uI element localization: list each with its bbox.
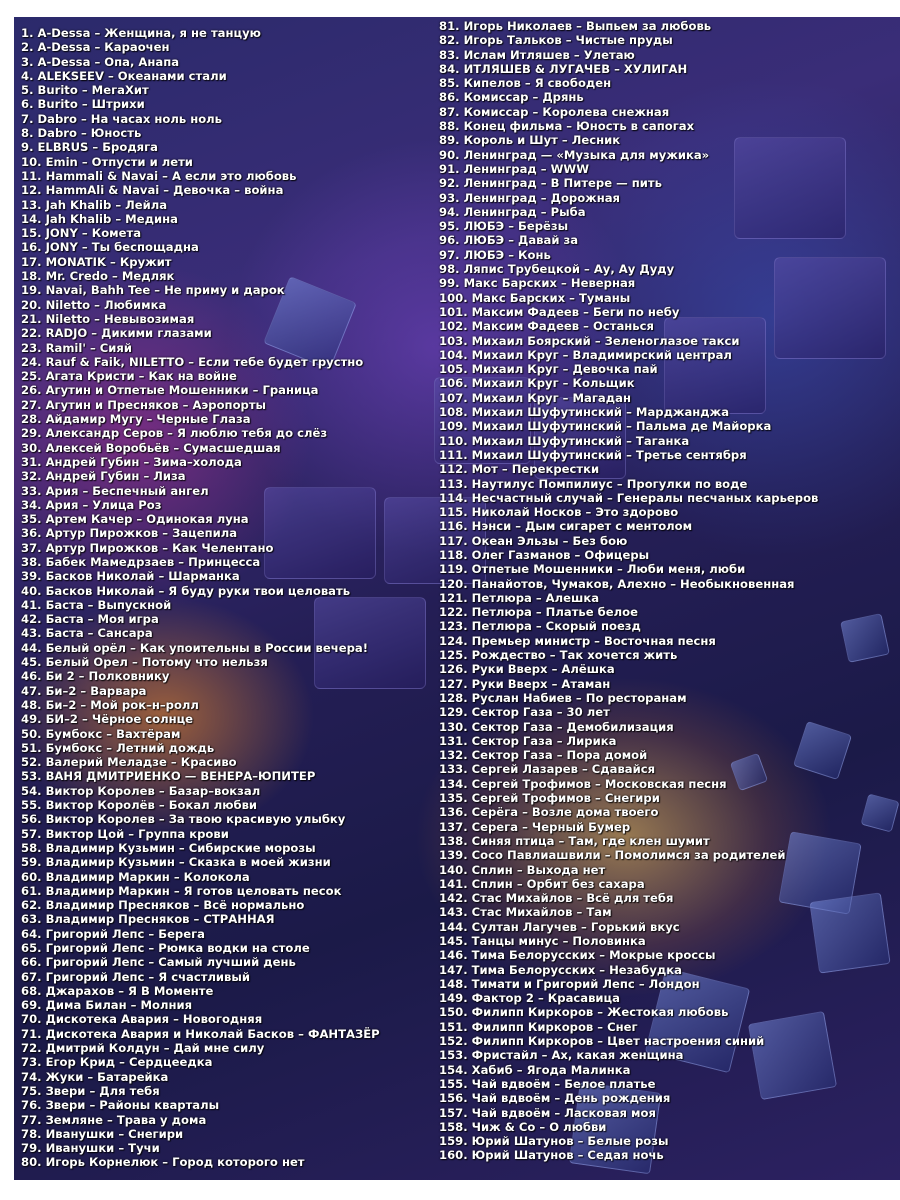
track-item: 5. Burito – МегаХит xyxy=(21,83,149,98)
track-item: 53. ВАНЯ ДМИТРИЕНКО — ВЕНЕРА–ЮПИТЕР xyxy=(21,769,316,784)
track-item: 20. Niletto – Любимка xyxy=(21,297,167,312)
track-item: 139. Сосо Павлиашвили – Помолимся за родителей xyxy=(439,848,786,863)
track-item: 89. Король и Шут – Лесник xyxy=(439,133,621,148)
track-item: 106. Михаил Круг – Кольщик xyxy=(439,376,635,391)
track-item: 59. Владимир Кузьмин – Сказка в моей жизни xyxy=(21,855,331,870)
track-item: 30. Алексей Воробьёв – Сумасшедшая xyxy=(21,440,281,455)
album-cover xyxy=(14,17,900,1180)
track-item: 105. Михаил Круг – Девочка пай xyxy=(439,362,658,377)
track-item: 90. Ленинград — «Музыка для мужика» xyxy=(439,147,710,162)
track-item: 1. A-Dessa – Женщина, я не танцую xyxy=(21,26,261,40)
track-item: 36. Артур Пирожков – Зацепила xyxy=(21,526,238,541)
track-item: 52. Валерий Меладзе – Красиво xyxy=(21,755,237,770)
track-item: 79. Иванушки – Тучи xyxy=(21,1141,160,1156)
track-item: 58. Владимир Кузьмин – Сибирские морозы xyxy=(21,840,316,855)
track-item: 102. Максим Фадеев – Останься xyxy=(439,319,654,334)
track-item: 103. Михаил Боярский – Зеленоглазое такси xyxy=(439,333,740,348)
track-item: 115. Николай Носков – Это здорово xyxy=(439,505,679,520)
track-item: 125. Рождество – Так хочется жить xyxy=(439,648,678,663)
track-item: 34. Ария – Улица Роз xyxy=(21,497,162,512)
track-item: 135. Сергей Трофимов – Снегири xyxy=(439,791,660,806)
track-item: 122. Петлюра – Платье белое xyxy=(439,605,638,620)
track-item: 111. Михаил Шуфутинский – Третье сентября xyxy=(439,447,747,462)
track-item: 142. Стас Михайлов – Всё для тебя xyxy=(439,891,674,906)
track-item: 57. Виктор Цой – Группа крови xyxy=(21,826,229,841)
track-item: 16. JONY – Ты беспощадна xyxy=(21,240,199,255)
track-item: 39. Басков Николай – Шарманка xyxy=(21,569,240,584)
track-item: 84. ИТЛЯШЕВ & ЛУГАЧЕВ – ХУЛИГАН xyxy=(439,61,688,76)
track-item: 21. Niletto – Невывозимая xyxy=(21,311,195,326)
track-item: 46. Би 2 – Полковнику xyxy=(21,669,170,684)
track-item: 121. Петлюра – Алешка xyxy=(439,590,600,605)
track-item: 37. Артур Пирожков – Как Челентано xyxy=(21,540,274,555)
track-item: 155. Чай вдвоём – Белое платье xyxy=(439,1076,656,1091)
track-item: 54. Виктор Королев – Базар–вокзал xyxy=(21,783,261,798)
track-item: 64. Григорий Лепс – Берега xyxy=(21,926,205,941)
track-item: 146. Тима Белорусских – Мокрые кроссы xyxy=(439,948,716,963)
track-item: 154. Хабиб – Ягода Малинка xyxy=(439,1062,631,1077)
track-item: 116. Нэнси – Дым сигарет с ментолом xyxy=(439,519,693,534)
track-item: 126. Руки Вверх – Алёшка xyxy=(439,662,615,677)
track-item: 112. Мот – Перекрестки xyxy=(439,462,600,477)
track-item: 45. Белый Орел – Потому что нельзя xyxy=(21,655,268,670)
track-item: 157. Чай вдвоём – Ласковая моя xyxy=(439,1105,656,1120)
track-item: 149. Фактор 2 – Красавица xyxy=(439,991,620,1006)
track-item: 42. Баста – Моя игра xyxy=(21,612,159,627)
track-item: 50. Бумбокс – Вахтёрам xyxy=(21,726,181,741)
track-item: 113. Наутилус Помпилиус – Прогулки по воде xyxy=(439,476,748,491)
track-item: 151. Филипп Киркоров – Снег xyxy=(439,1019,638,1034)
track-item: 27. Агутин и Пресняков – Аэропорты xyxy=(21,397,267,412)
track-item: 147. Тима Белорусских – Незабудка xyxy=(439,962,682,977)
track-item: 38. Бабек Мамедрзаев – Принцесса xyxy=(21,554,261,569)
track-item: 33. Ария – Беспечный ангел xyxy=(21,483,209,498)
track-item: 65. Григорий Лепс – Рюмка водки на столе xyxy=(21,941,310,955)
track-item: 160. Юрий Шатунов – Седая ночь xyxy=(439,1148,664,1163)
track-item: 85. Кипелов – Я свободен xyxy=(439,76,612,91)
track-item: 74. Жуки – Батарейка xyxy=(21,1069,169,1084)
track-item: 104. Михаил Круг – Владимирский централ xyxy=(439,347,732,362)
track-item: 9. ELBRUS – Бродяга xyxy=(21,140,159,155)
track-item: 109. Михаил Шуфутинский – Пальма де Майорка xyxy=(439,419,772,434)
track-item: 51. Бумбокс – Летний дождь xyxy=(21,740,215,755)
track-item: 3. A-Dessa – Опа, Анапа xyxy=(21,54,180,69)
track-item: 110. Михаил Шуфутинский – Таганка xyxy=(439,433,690,448)
track-item: 67. Григорий Лепс – Я счастливый xyxy=(21,969,251,984)
track-item: 101. Максим Фадеев – Беги по небу xyxy=(439,304,680,319)
track-item: 127. Руки Вверх – Атаман xyxy=(439,676,611,691)
track-item: 40. Басков Николай – Я буду руки твои целовать xyxy=(21,583,351,598)
tracklist-right-column xyxy=(439,19,895,1163)
track-item: 11. Hammali & Navai – А если это любовь xyxy=(21,168,297,183)
track-item: 98. Ляпис Трубецкой – Ау, Ау Дуду xyxy=(439,262,675,277)
track-item: 92. Ленинград – В Питере — пить xyxy=(439,176,662,191)
track-item: 10. Emin – Отпусти и лети xyxy=(21,154,193,169)
track-item: 60. Владимир Маркин – Колокола xyxy=(21,869,250,884)
track-item: 93. Ленинград – Дорожная xyxy=(439,190,620,205)
track-item: 138. Синяя птица – Там, где клен шумит xyxy=(439,833,710,848)
track-item: 18. Mr. Credo – Медляк xyxy=(21,269,175,284)
track-item: 19. Navai, Bahh Tee – Не приму и дарок xyxy=(21,283,285,298)
track-item: 41. Баста – Выпускной xyxy=(21,597,172,612)
track-item: 95. ЛЮБЭ – Берёзы xyxy=(439,219,569,234)
track-item: 63. Владимир Пресняков – СТРАННАЯ xyxy=(21,912,275,927)
track-item: 124. Премьер министр – Восточная песня xyxy=(439,633,716,648)
track-item: 55. Виктор Королёв – Бокал любви xyxy=(21,798,258,813)
track-item: 134. Сергей Трофимов – Московская песня xyxy=(439,776,727,791)
track-item: 76. Звери – Районы кварталы xyxy=(21,1098,220,1113)
track-item: 29. Александр Серов – Я люблю тебя до слёз xyxy=(21,426,328,441)
track-item: 28. Айдамир Мугу – Черные Глаза xyxy=(21,412,251,427)
track-item: 118. Олег Газманов – Офицеры xyxy=(439,547,650,562)
track-item: 148. Тимати и Григорий Лепс – Лондон xyxy=(439,976,700,991)
track-item: 7. Dabro – На часах ноль ноль xyxy=(21,111,222,126)
track-item: 12. HammAli & Navai – Девочка – война xyxy=(21,183,284,198)
track-item: 96. ЛЮБЭ – Давай за xyxy=(439,233,579,248)
track-item: 117. Океан Эльзы – Без бою xyxy=(439,533,628,548)
track-item: 4. ALEKSEEV – Океанами стали xyxy=(21,68,227,83)
track-item: 97. ЛЮБЭ – Конь xyxy=(439,247,551,262)
track-item: 141. Сплин – Орбит без сахара xyxy=(439,876,645,891)
track-item: 43. Баста – Сансара xyxy=(21,626,153,641)
track-item: 145. Танцы минус – Половинка xyxy=(439,934,646,948)
track-item: 114. Несчастный случай – Генералы песчаных карьеров xyxy=(439,490,819,505)
track-item: 24. Rauf & Faik, NILETTO – Если тебе будет грустно xyxy=(21,354,364,369)
track-item: 23. Ramil' – Сияй xyxy=(21,340,132,355)
track-item: 143. Стас Михайлов – Там xyxy=(439,905,612,920)
track-item: 69. Дима Билан – Молния xyxy=(21,998,193,1013)
track-item: 77. Земляне – Трава у дома xyxy=(21,1112,207,1127)
track-item: 159. Юрий Шатунов – Белые розы xyxy=(439,1134,669,1149)
track-item: 88. Конец фильма – Юность в сапогах xyxy=(439,119,695,134)
track-item: 48. Би–2 – Мой рок–н–ролл xyxy=(21,697,199,712)
track-item: 87. Комиссар – Королева снежная xyxy=(439,104,670,119)
track-item: 44. Белый орёл – Как упоительны в России вечера! xyxy=(21,640,368,655)
track-item: 130. Сектор Газа – Демобилизация xyxy=(439,719,674,734)
track-item: 2. A-Dessa – Караочен xyxy=(21,40,170,55)
track-item: 78. Иванушки – Снегири xyxy=(21,1126,184,1141)
track-item: 56. Виктор Королев – За твою красивую улыбку xyxy=(21,812,346,827)
track-item: 100. Макс Барских – Туманы xyxy=(439,290,631,305)
track-item: 49. БИ–2 – Чёрное солнце xyxy=(21,712,194,727)
track-item: 158. Чиж & Co – О любви xyxy=(439,1119,607,1134)
track-item: 61. Владимир Маркин – Я готов целовать песок xyxy=(21,883,342,898)
track-item: 119. Отпетые Мошенники – Люби меня, люби xyxy=(439,562,746,577)
track-item: 94. Ленинград – Рыба xyxy=(439,204,586,219)
track-item: 26. Агутин и Отпетые Мошенники – Граница xyxy=(21,383,319,398)
track-item: 136. Серёга – Возле дома твоего xyxy=(439,805,659,820)
track-item: 66. Григорий Лепс – Самый лучший день xyxy=(21,955,296,970)
track-item: 6. Burito – Штрихи xyxy=(21,97,145,112)
track-item: 25. Агата Кристи – Как на войне xyxy=(21,369,237,384)
track-item: 72. Дмитрий Колдун – Дай мне силу xyxy=(21,1041,265,1056)
track-item: 15. JONY – Комета xyxy=(21,226,142,241)
track-item: 17. MONATIK – Кружит xyxy=(21,254,172,269)
track-item: 150. Филипп Киркоров – Жестокая любовь xyxy=(439,1005,729,1020)
track-item: 83. Ислам Итляшев – Улетаю xyxy=(439,47,635,62)
track-item: 22. RADJO – Дикими глазами xyxy=(21,326,212,341)
track-item: 91. Ленинград – WWW xyxy=(439,161,589,176)
track-item: 140. Сплин – Выхода нет xyxy=(439,862,606,877)
tracklist-left-column xyxy=(21,26,437,1170)
track-item: 152. Филипп Киркоров – Цвет настроения синий xyxy=(439,1034,765,1049)
track-item: 31. Андрей Губин – Зима–холода xyxy=(21,454,242,469)
track-item: 132. Сектор Газа – Пора домой xyxy=(439,748,648,763)
track-item: 80. Игорь Корнелюк – Город которого нет xyxy=(21,1155,305,1170)
track-item: 73. Егор Крид – Сердцеедка xyxy=(21,1055,213,1070)
track-item: 137. Серега – Черный Бумер xyxy=(439,819,631,834)
track-item: 35. Артем Качер – Одинокая луна xyxy=(21,512,249,527)
track-item: 156. Чай вдвоём – День рождения xyxy=(439,1091,671,1106)
track-item: 71. Дискотека Авария и Николай Басков – ФАНТАЗЁР xyxy=(21,1026,380,1041)
track-item: 81. Игорь Николаев – Выпьем за любовь xyxy=(439,19,712,33)
track-item: 86. Комиссар – Дрянь xyxy=(439,90,584,105)
track-item: 13. Jah Khalib – Лейла xyxy=(21,197,168,212)
track-item: 131. Сектор Газа – Лирика xyxy=(439,733,617,748)
track-item: 47. Би–2 – Варвара xyxy=(21,683,147,698)
track-item: 128. Руслан Набиев – По ресторанам xyxy=(439,690,687,705)
track-item: 107. Михаил Круг – Магадан xyxy=(439,390,631,405)
track-item: 153. Фристайл – Ах, какая женщина xyxy=(439,1048,684,1063)
track-item: 70. Дискотека Авария – Новогодняя xyxy=(21,1012,263,1027)
track-item: 144. Султан Лагучев – Горький вкус xyxy=(439,919,680,934)
track-item: 120. Панайотов, Чумаков, Алехно – Необыкновенная xyxy=(439,576,795,591)
track-item: 123. Петлюра – Скорый поезд xyxy=(439,619,641,634)
track-item: 14. Jah Khalib – Медина xyxy=(21,211,178,226)
track-item: 82. Игорь Тальков – Чистые пруды xyxy=(439,33,673,48)
track-item: 108. Михаил Шуфутинский – Марджанджа xyxy=(439,405,730,420)
track-item: 99. Макс Барских – Неверная xyxy=(439,276,636,291)
track-item: 75. Звери – Для тебя xyxy=(21,1083,160,1098)
track-item: 32. Андрей Губин – Лиза xyxy=(21,469,186,484)
track-item: 133. Сергей Лазарев – Сдавайся xyxy=(439,762,656,777)
track-item: 129. Сектор Газа – 30 лет xyxy=(439,705,610,720)
track-item: 62. Владимир Пресняков – Всё нормально xyxy=(21,898,305,913)
track-item: 68. Джарахов – Я В Моменте xyxy=(21,983,214,998)
track-item: 8. Dabro – Юность xyxy=(21,126,142,141)
